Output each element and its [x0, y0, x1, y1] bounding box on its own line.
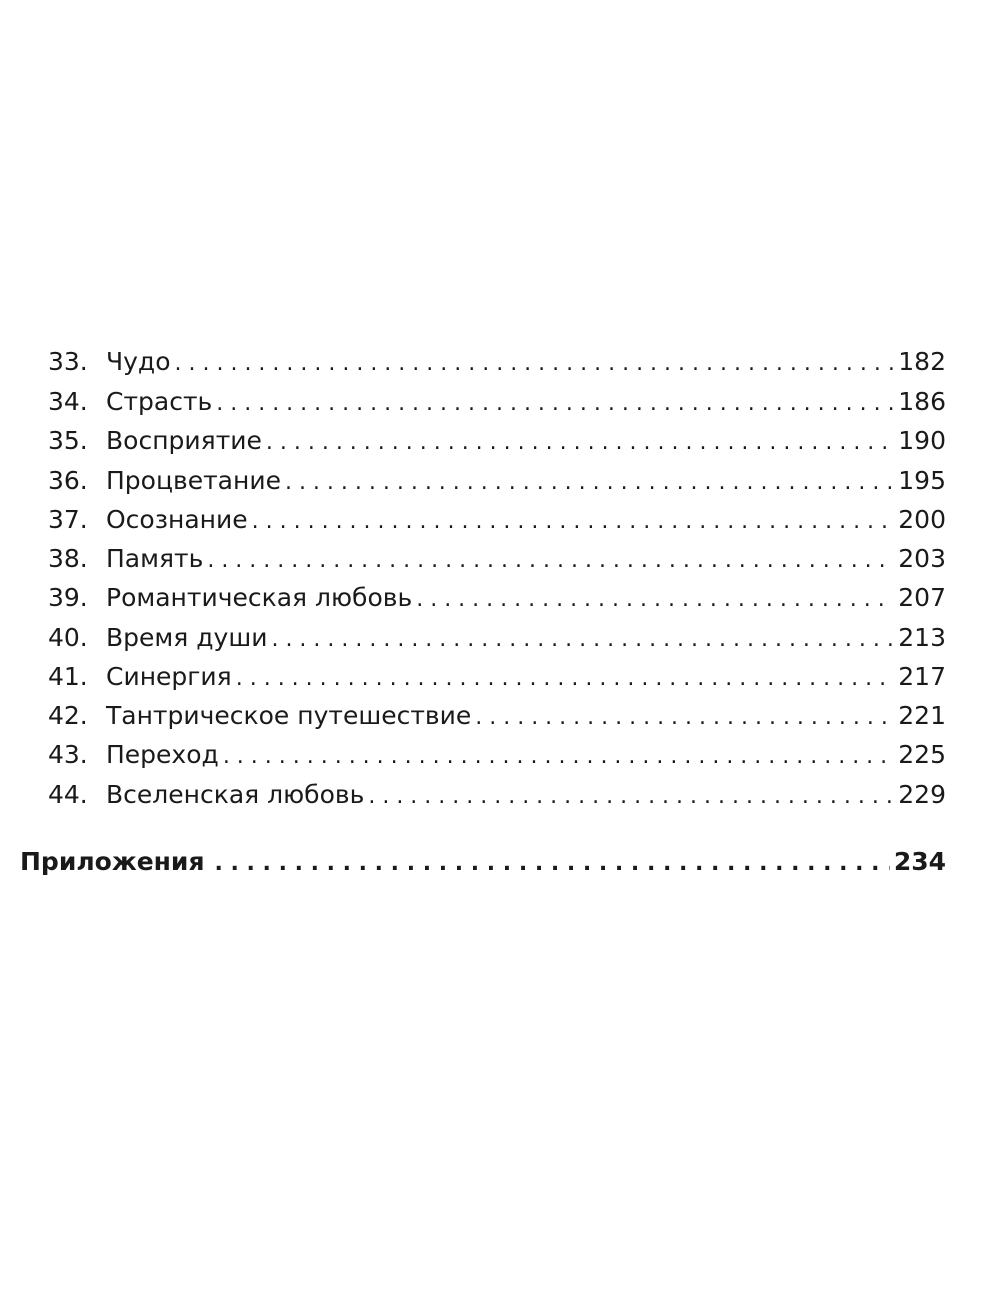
toc-entry-title: Осознание [106, 505, 248, 534]
toc-entry-title: Вселенская любовь [106, 780, 365, 809]
toc-entry-page: 221 [898, 701, 946, 730]
toc-entry-page: 190 [898, 426, 946, 455]
toc-entry[interactable] [48, 344, 946, 380]
toc-entry-title: Романтическая любовь [106, 583, 413, 612]
toc-entry-page: 182 [898, 347, 946, 376]
toc-entry-number: 42. [48, 701, 88, 730]
toc-appendix-title: Приложения [20, 847, 205, 876]
toc-entry-title: Переход [106, 740, 219, 769]
toc-appendix-page: 234 [893, 847, 946, 876]
toc-entry[interactable] [48, 620, 946, 656]
toc-entry[interactable] [48, 423, 946, 459]
dot-leader [236, 661, 895, 697]
toc-entry-number: 43. [48, 740, 88, 769]
toc-entry[interactable] [48, 777, 946, 813]
toc-entry-page: 225 [898, 740, 946, 769]
toc-entry-number: 40. [48, 623, 88, 652]
toc-appendix-entry[interactable] [20, 844, 946, 880]
toc-entry-number: 37. [48, 505, 88, 534]
toc-entry-page: 217 [898, 662, 946, 691]
dot-leader [368, 779, 894, 815]
toc-entry-page: 213 [898, 623, 946, 652]
toc-entry-number: 41. [48, 662, 88, 691]
dot-leader [215, 846, 890, 882]
toc-entry-page: 229 [898, 780, 946, 809]
dot-leader [271, 622, 894, 658]
toc-entry[interactable] [48, 502, 946, 538]
toc-entry-number: 36. [48, 466, 88, 495]
toc-entry-number: 44. [48, 780, 88, 809]
dot-leader [175, 346, 895, 382]
toc-entry-title: Синергия [106, 662, 232, 691]
toc-entry[interactable] [48, 541, 946, 577]
dot-leader [285, 465, 894, 501]
toc-entry[interactable] [48, 737, 946, 773]
toc-entry-page: 200 [898, 505, 946, 534]
toc-entry-title: Память [106, 544, 204, 573]
toc-entry-number: 39. [48, 583, 88, 612]
toc-entry-title: Чудо [106, 347, 171, 376]
toc-entry-page: 186 [898, 387, 946, 416]
toc-entry-number: 34. [48, 387, 88, 416]
dot-leader [216, 386, 894, 422]
toc-entry-title: Тантрическое путешествие [106, 701, 472, 730]
toc-entry[interactable] [48, 463, 946, 499]
toc-entry-number: 33. [48, 347, 88, 376]
toc-entry[interactable] [48, 659, 946, 695]
dot-leader [223, 739, 894, 775]
toc-entry[interactable] [48, 384, 946, 420]
toc-entry[interactable] [48, 580, 946, 616]
dot-leader [207, 543, 894, 579]
dot-leader [475, 700, 894, 736]
toc-entry-number: 38. [48, 544, 88, 573]
toc-entry-title: Страсть [106, 387, 213, 416]
toc-entry-page: 195 [898, 466, 946, 495]
toc-entry-page: 203 [898, 544, 946, 573]
toc-entry-number: 35. [48, 426, 88, 455]
toc-entry-title: Процветание [106, 466, 281, 495]
dot-leader [416, 582, 894, 618]
dot-leader [252, 504, 895, 540]
toc-entry-title: Восприятие [106, 426, 262, 455]
toc-entry[interactable] [48, 698, 946, 734]
toc-entry-title: Время души [106, 623, 268, 652]
dot-leader [266, 425, 894, 461]
toc-entry-page: 207 [898, 583, 946, 612]
